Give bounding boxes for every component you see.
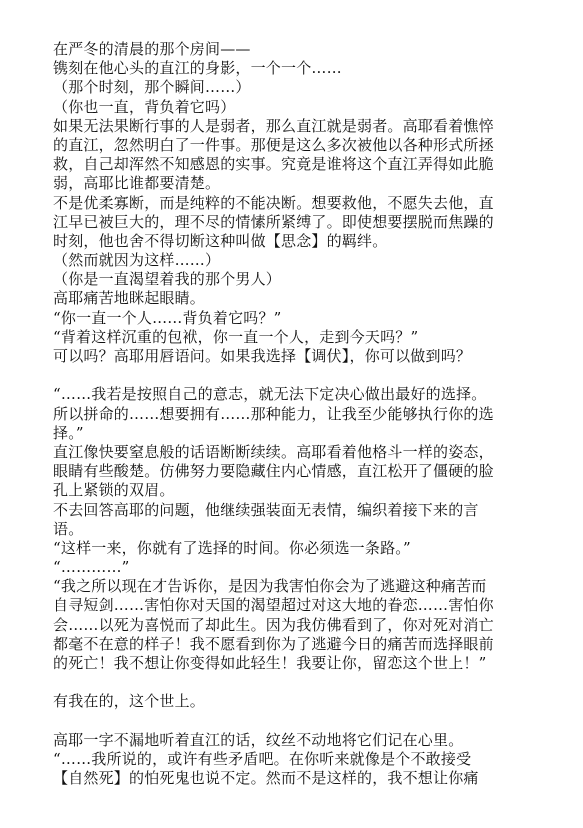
blank-line [53,712,529,731]
text-line: 高耶一字不漏地听着直江的话，纹丝不动地将它们记在心里。 [53,730,464,749]
document-body [53,40,529,788]
text-line: （那个时刻，那个瞬间……） [53,78,251,97]
text-line: 【自然死】的怕死鬼也说不定。然而不是这样的，我不想让你痛 [53,769,479,788]
text-line: 高耶痛苦地眯起眼睛。 [53,289,206,308]
text-line: 可以吗？高耶用唇语问。如果我选择【调伏】，你可以做到吗？ [53,347,472,365]
blank-line [53,673,529,692]
text-line: “我之所以现在才告诉你，是因为我害怕你会为了逃避这种痛苦而 [53,577,487,596]
text-line: 择。” [53,423,84,442]
text-line: 会……以死为喜悦而了却此生。因为我仿佛看到了，你对死对消亡 [53,615,494,634]
text-line: “……我若是按照自己的意志，就无法下定决心做出最好的选择。 [53,385,487,404]
text-line: 不是优柔寡断，而是纯粹的不能决断。想要救他，不愿失去他，直 [53,193,494,212]
text-line: 在严冬的清晨的那个房间—— [53,40,251,58]
blank-line [53,366,529,385]
text-line: （你是一直渴望着我的那个男人） [53,270,282,289]
text-line: 孔上紧锁的双眉。 [53,481,175,500]
text-line: 直江像快要窒息般的话语断断续续。高耶看着他格斗一样的姿态， [53,442,494,461]
text-line: 眼睛有些酸楚。仿佛努力要隐藏住内心情感，直江松开了僵硬的脸 [53,462,494,481]
text-line: 镌刻在他心头的直江的身影，一个一个…… [53,59,342,78]
text-line: （你也一直，背负着它吗） [53,97,236,116]
text-line: 如果无法果断行事的人是弱者，那么直江就是弱者。高耶看着憔悴 [53,116,494,135]
text-line: 救，自己却浑然不知感恩的实事。究竟是谁将这个直江弄得如此脆 [53,155,494,174]
text-line: 的死亡！我不想让你变得如此轻生！我要让你，留恋这个世上！” [53,654,487,672]
text-line: 的直江，忽然明白了一件事。那便是这么多次被他以各种形式所拯 [53,135,494,154]
text-line: 有我在的，这个世上。 [53,692,206,711]
text-line: 自寻短剑……害怕你对天国的渴望超过对这大地的眷恋……害怕你 [53,596,494,615]
text-line: “你一直一个人……背负着它吗？” [53,308,282,327]
text-line: “背着这样沉重的包袱，你一直一个人，走到今天吗？” [53,327,419,346]
text-line: 所以拼命的……想要拥有……那种能力，让我至少能够执行你的选 [53,404,494,423]
text-line: 弱，高耶比谁都要清楚。 [53,174,221,193]
text-line: 语。 [53,519,84,538]
text-line: “……我所说的，或许有些矛盾吧。在你听来就像是个不敢接受 [53,749,472,768]
text-line: （然而就因为这样……） [53,251,221,270]
text-line: 时刻，他也舍不得切断这种叫做【思念】的羁绊。 [53,231,388,250]
text-line: “…………” [53,558,130,577]
text-line: 都毫不在意的样子！我不愿看到你为了逃避今日的痛苦而选择眼前 [53,634,494,653]
text-line: “这样一来，你就有了选择的时间。你必须选一条路。” [53,538,411,557]
text-line: 不去回答高耶的问题，他继续强装面无表情，编织着接下来的言 [53,500,479,519]
text-line: 江早已被巨大的，理不尽的情愫所紧缚了。即使想要摆脱而焦躁的 [53,212,494,231]
